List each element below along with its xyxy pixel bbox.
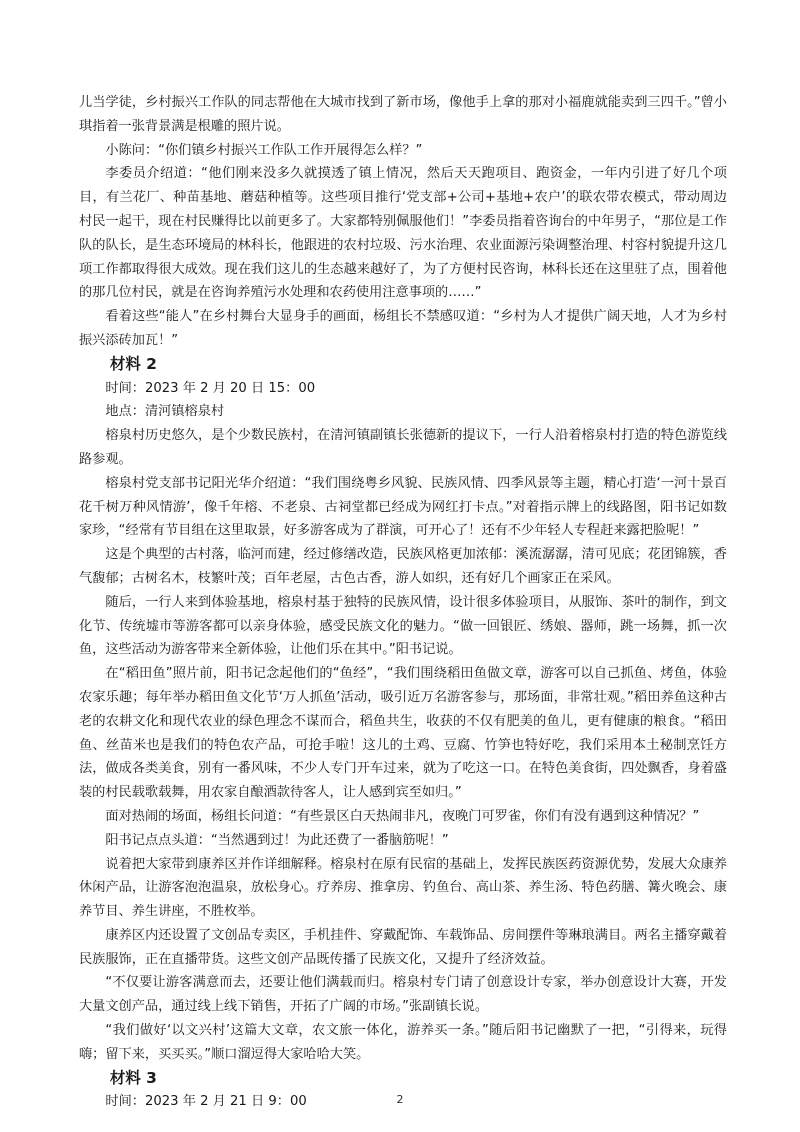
paragraph: 榕泉村历史悠久，是个少数民族村，在清河镇副镇长张德新的提议下，一行人沿着榕泉村打造的特色游览线路参观。	[79, 428, 727, 467]
document-body	[79, 91, 727, 1114]
paragraph: “不仅要让游客满意而去，还要让他们满载而归。榕泉村专门请了创意设计专家，举办创意设计大赛，开发大量文创产品，通过线上线下销售，开拓了广阔的市场。”张副镇长说。	[79, 975, 727, 1015]
paragraph: 在“稻田鱼”照片前，阳书记念起他们的“鱼经”，“我们围绕稻田鱼做文章，游客可以自己抓鱼、烤鱼，体验农家乐趣；每年举办稻田鱼文化节‘万人抓鱼’活动，吸引近万名游客参与，那场面，非常壮观。”稻田养鱼这种古老的农耕文化和现代农业的绿色理念不谋而合，稻鱼共生，收获的不仅有肥美的鱼儿，更有健康的粮食。“稻田鱼、丝苗米也是我们的特色农产品，可抢手啦！这儿的土鸡、豆腐、竹笋也特好吃，我们采用本土秘制烹饪方法，做成各类美食，别有一番风味，不少人专门开车过来，就为了吃这一口。在特色美食街，四处飘香，身着盛装的村民载歌载舞，用农家自酿酒款待客人，让人感到宾至如归。”	[79, 666, 727, 801]
section-heading: 材料 3	[109, 1068, 157, 1087]
paragraph: 看着这些“能人”在乡村舞台大显身手的画面，杨组长不禁感叹道：“乡村为人才提供广阔天地，人才为乡村振兴添砖加瓦！”	[79, 309, 727, 348]
paragraph: 儿当学徒，乡村振兴工作队的同志帮他在大城市找到了新市场，像他手上拿的那对小福鹿就能卖到三四千。”曾小琪指着一张背景满是根雕的照片说。	[79, 95, 727, 134]
paragraph: 小陈问：“你们镇乡村振兴工作队工作开展得怎么样？”	[105, 142, 423, 158]
paragraph: 榕泉村党支部书记阳光华介绍道：“我们围绕粤乡风貌、民族风情、四季风景等主题，精心打造‘一河十景百花千树万种风情游’，像千年榕、不老泉、古祠堂都已经成为网红打卡点。”对着指示牌上的线路图，阳书记如数家珍，“经常有节目组在这里取景，好多游客成为了群演，可开心了！还有不少年轻人专程赶来露把脸呢！”	[79, 475, 727, 539]
paragraph: 时间：2023 年 2 月 20 日 15：00	[105, 380, 316, 396]
paragraph: 面对热闹的场面，杨组长问道：“有些景区白天热闹非凡，夜晚门可罗雀，你们有没有遇到这种情况？”	[105, 808, 700, 824]
paragraph: 康养区内还设置了文创品专卖区，手机挂件、穿戴配饰、车载饰品、房间摆件等琳琅满目。两名主播穿戴着民族服饰，正在直播带货。这些文创产品既传播了民族文化，又提升了经济效益。	[79, 927, 727, 967]
paragraph: “我们做好‘以文兴村’这篇大文章，农文旅一体化，游养买一条。”随后阳书记幽默了一把，“引得来，玩得嗨；留下来，买买买。”顺口溜逗得大家哈哈大笑。	[79, 1023, 727, 1062]
paragraph: 这是个典型的古村落，临河而建，经过修缮改造，民族风格更加浓郁：溪流潺潺，清可见底；花团锦簇，香气馥郁；古树名木，枝繁叶茂；百年老屋，古色古香，游人如织，还有好几个画家正在采风。	[79, 547, 727, 586]
section-heading: 材料 2	[109, 354, 157, 373]
paragraph: 地点：清河镇榕泉村	[105, 404, 225, 420]
paragraph: 时间：2023 年 2 月 21 日 9：00	[105, 1094, 307, 1110]
paragraph: 李委员介绍道：“他们刚来没多久就摸透了镇上情况，然后天天跑项目、跑资金，一年内引进了好几个项目，有兰花厂、种苗基地、蘑菇种植等。这些项目推行‘党支部+公司+基地+农户’的联农带农模式，带动周边村民一起干，现在村民赚得比以前更多了。大家都特别佩服他们！”李委员指着咨询台的中年男子，“那位是工作队的队长，是生态环境局的林科长，他跟进的农村垃圾、污水治理、农业面源污染调整治理、村容村貌提升这几项工作都取得很大成效。现在我们这儿的生态越来越好了，为了方便村民咨询，林科长还在这里驻了点，围着他的那几位村民，就是在咨询养殖污水处理和农药使用注意事项的……”	[79, 166, 727, 301]
paragraph: 阳书记点点头道：“当然遇到过！为此还费了一番脑筋呢！”	[105, 832, 449, 848]
paragraph: 随后，一行人来到体验基地，榕泉村基于独特的民族风情，设计很多体验项目，从服饰、茶叶的制作，到文化节、传统墟市等游客都可以亲身体验，感受民族文化的魅力。“做一回银匠、绣娘、器师，跳一场舞，抓一次鱼，这些活动为游客带来全新体验，让他们乐在其中。”阳书记说。	[79, 594, 727, 658]
page-number: 2	[396, 1093, 404, 1106]
paragraph: 说着把大家带到康养区并作详细解释。榕泉村在原有民宿的基础上，发挥民族医药资源优势，发展大众康养休闲产品，让游客泡泡温泉，放松身心。疗养房、推拿房、钓鱼台、高山茶、养生汤、特色药膳、篝火晚会、康养节目、养生讲座，不胜枚举。	[79, 856, 727, 920]
